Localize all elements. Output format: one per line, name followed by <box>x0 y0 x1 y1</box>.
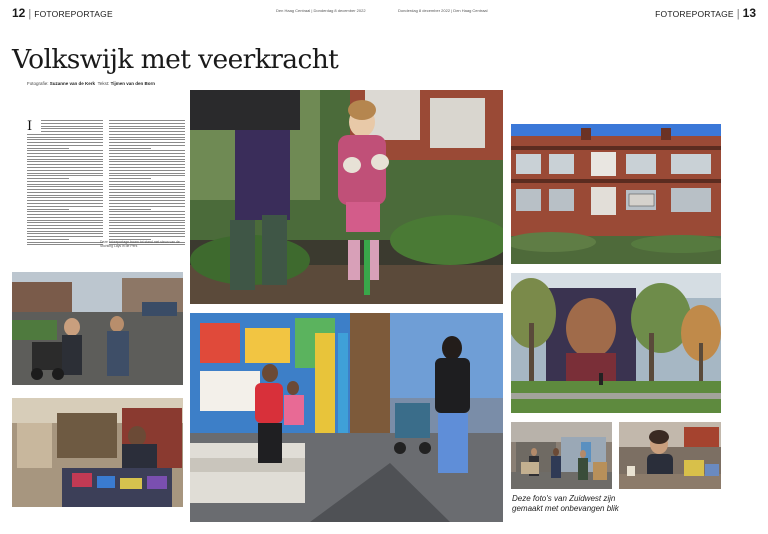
photo-girl-garden <box>190 90 503 304</box>
support-note: Deze fotoreportage kwam tot stand met steun van de Stichting Lays in de Pers <box>100 240 180 248</box>
photo-cafe-woman <box>619 422 721 489</box>
photo-apartment-building <box>511 124 721 264</box>
photo-caption: Deze foto's van Zuidwest zijn gemaakt met onbevangen blik <box>512 494 619 513</box>
byline <box>27 81 155 86</box>
article-body <box>27 120 185 245</box>
text-credit-label: Tekst: <box>97 81 110 86</box>
body-column-1 <box>27 120 103 245</box>
right-dateline: Donderdag 8 december 2022 | Den Haag Centraal <box>398 8 488 13</box>
drop-cap: I <box>27 119 33 134</box>
photo-street-scene <box>12 272 183 385</box>
photo-credit-label: Fotografie: <box>27 81 49 86</box>
photographer-name: Suzanne van de Kerk <box>49 81 96 86</box>
left-page-header: 12 | FOTOREPORTAGE <box>12 6 113 20</box>
photo-mural-trees <box>511 273 721 413</box>
writer-name: Tijmen van den Born <box>110 81 156 86</box>
right-page-header: FOTOREPORTAGE | 13 <box>655 6 756 20</box>
left-page-number: 12 <box>12 6 26 20</box>
left-section-title: FOTOREPORTAGE <box>34 9 113 19</box>
left-dateline: Den Haag Centraal | Donderdag 8 december 2022 <box>276 8 366 13</box>
body-column-2 <box>109 120 185 245</box>
right-page-number: 13 <box>742 6 756 20</box>
photo-bench-street <box>190 313 503 522</box>
right-section-title: FOTOREPORTAGE <box>655 9 734 19</box>
photo-food-bank <box>12 398 183 507</box>
photo-shop-front <box>511 422 612 489</box>
article-headline: Volkswijk met veerkracht <box>12 44 339 75</box>
